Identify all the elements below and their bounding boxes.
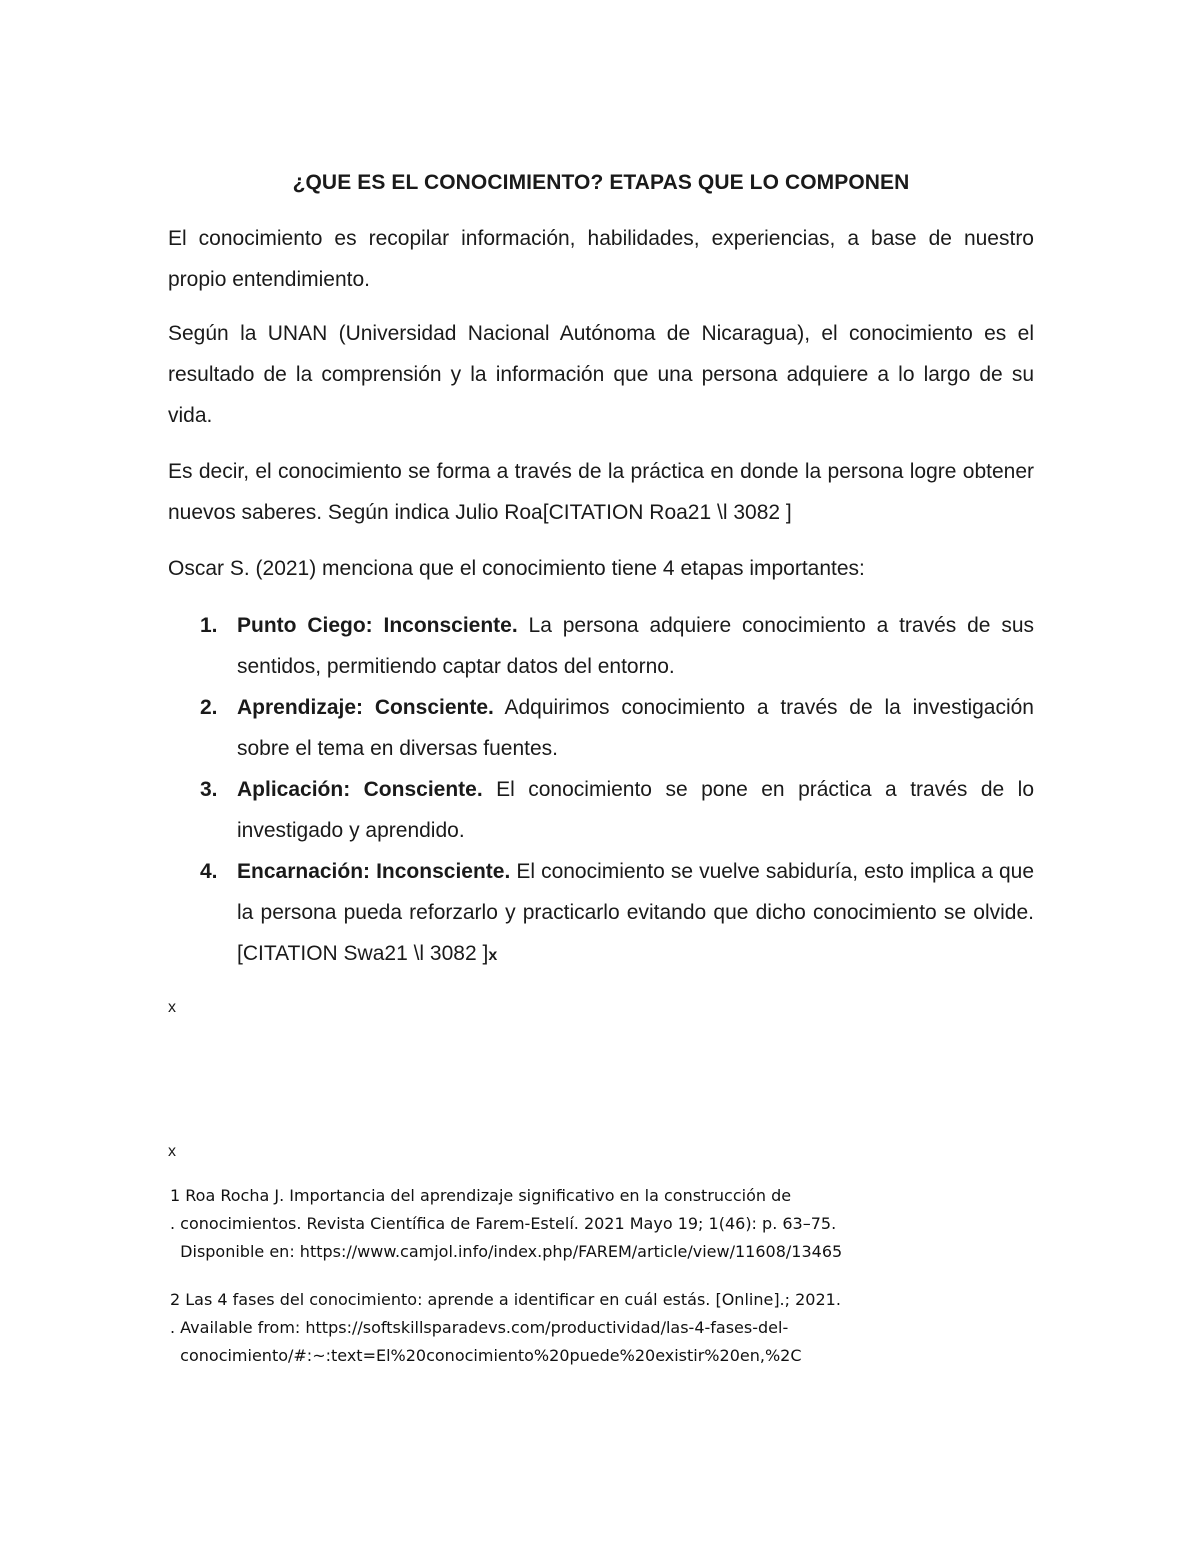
- list-item-text: La persona adquiere conocimiento a través de sus sentidos, permitiendo captar datos del entorno.: [237, 614, 1034, 678]
- footnote-mark: x: [488, 947, 498, 964]
- footnote-mark: x: [168, 1143, 176, 1160]
- list-item: [200, 851, 1034, 976]
- list-item-number: 3.: [200, 778, 218, 801]
- list-item: [200, 605, 1034, 687]
- reference-line: 2 Las 4 fases del conocimiento: aprende a identificar en cuál estás. [Online].; 2021.: [170, 1290, 841, 1309]
- reference-line: 1 Roa Rocha J. Importancia del aprendizaje significativo en la construcción de: [170, 1186, 792, 1205]
- list-item-heading: Encarnación: Inconsciente.: [237, 860, 511, 883]
- list-item-heading: Aprendizaje: Consciente.: [237, 696, 494, 719]
- list-item-text: El conocimiento se vuelve sabiduría, esto implica a que la persona pueda reforzarlo y practicarlo evitando que dicho conocimiento se olvide.[CITATION Swa21 \l 3082 ]: [237, 860, 1035, 965]
- document-title: ¿QUE ES EL CONOCIMIENTO? ETAPAS QUE LO COMPONEN: [292, 171, 910, 194]
- list-item: [200, 769, 1034, 851]
- paragraph-stages-intro: Oscar S. (2021) menciona que el conocimiento tiene 4 etapas importantes:: [168, 557, 865, 580]
- reference-line: Disponible en: https://www.camjol.info/index.php/FAREM/article/view/11608/13465: [170, 1242, 843, 1261]
- reference-line: . conocimientos. Revista Científica de Farem-Estelí. 2021 Mayo 19; 1(46): p. 63–75.: [170, 1214, 837, 1233]
- reference-line: . Available from: https://softskillsparadevs.com/productividad/las-4-fases-del-: [170, 1318, 789, 1337]
- list-item-number: 1.: [200, 614, 218, 637]
- list-item-heading: Punto Ciego: Inconsciente.: [237, 614, 518, 637]
- paragraph-unan: Según la UNAN (Universidad Nacional Autónoma de Nicaragua), el conocimiento es el resultado de la comprensión y la información que una persona adquiere a lo largo de su vida.: [168, 322, 1034, 427]
- reference-1: [170, 1182, 970, 1266]
- footnote-mark: x: [168, 999, 176, 1016]
- list-item-number: 4.: [200, 860, 218, 883]
- stages-list: [200, 605, 1034, 976]
- list-item-heading: Aplicación: Consciente.: [237, 778, 483, 801]
- reference-2: [170, 1286, 970, 1370]
- list-item: [200, 687, 1034, 769]
- paragraph-definition: El conocimiento es recopilar información, habilidades, experiencias, a base de nuestro propio entendimiento.: [168, 227, 1034, 291]
- list-item-number: 2.: [200, 696, 218, 719]
- reference-line: conocimiento/#:~:text=El%20conocimiento%20puede%20existir%20en,%2C: [170, 1346, 802, 1365]
- list-item-text: Adquirimos conocimiento a través de la investigación sobre el tema en diversas fuentes.: [237, 696, 1034, 760]
- list-item-text: El conocimiento se pone en práctica a través de lo investigado y aprendido.: [237, 778, 1034, 842]
- paragraph-roa-citation: Es decir, el conocimiento se forma a través de la práctica en donde la persona logre obtener nuevos saberes. Según indica Julio Roa[CITATION Roa21 \l 3082 ]: [168, 460, 1034, 524]
